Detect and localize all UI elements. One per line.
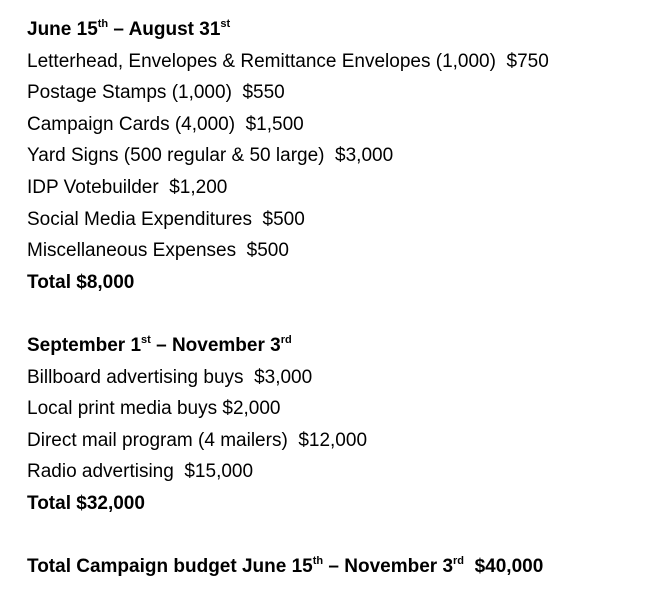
budget-item: Letterhead, Envelopes & Remittance Envelopes (1,000) $750 xyxy=(27,50,549,72)
ordinal-suffix: rd xyxy=(280,333,292,346)
grand-total-amount: $40,000 xyxy=(464,556,544,578)
spacer xyxy=(27,298,657,330)
budget-item: Billboard advertising buys $3,000 xyxy=(27,366,313,388)
section-heading-june-august xyxy=(27,14,657,46)
ordinal-suffix: th xyxy=(312,555,324,568)
budget-item: Campaign Cards (4,000) $1,500 xyxy=(27,113,304,135)
grand-total-text: Total Campaign budget June 15 xyxy=(27,556,313,578)
ordinal-suffix: st xyxy=(141,333,151,346)
section-total: Total $32,000 xyxy=(27,492,145,514)
grand-total xyxy=(27,551,657,583)
section-heading-september-november xyxy=(27,330,657,362)
budget-document xyxy=(27,14,657,583)
budget-item: Direct mail program (4 mailers) $12,000 xyxy=(27,429,368,451)
budget-item: Miscellaneous Expenses $500 xyxy=(27,240,289,262)
section-total: Total $8,000 xyxy=(27,271,135,293)
budget-item: Radio advertising $15,000 xyxy=(27,461,254,483)
budget-item: IDP Votebuilder $1,200 xyxy=(27,176,228,198)
ordinal-suffix: th xyxy=(97,18,109,30)
heading-text: June 15 xyxy=(27,19,98,40)
budget-item: Social Media Expenditures $500 xyxy=(27,208,305,230)
spacer xyxy=(27,520,657,552)
budget-item: Local print media buys $2,000 xyxy=(27,398,281,420)
budget-item: Postage Stamps (1,000) $550 xyxy=(27,82,285,104)
heading-text: – November 3 xyxy=(150,334,281,356)
ordinal-suffix: st xyxy=(220,18,231,30)
budget-item: Yard Signs (500 regular & 50 large) $3,000 xyxy=(27,145,394,167)
ordinal-suffix: rd xyxy=(453,555,465,568)
heading-text: September 1 xyxy=(27,334,142,356)
heading-text: – August 31 xyxy=(108,19,221,40)
grand-total-text: – November 3 xyxy=(323,556,454,578)
